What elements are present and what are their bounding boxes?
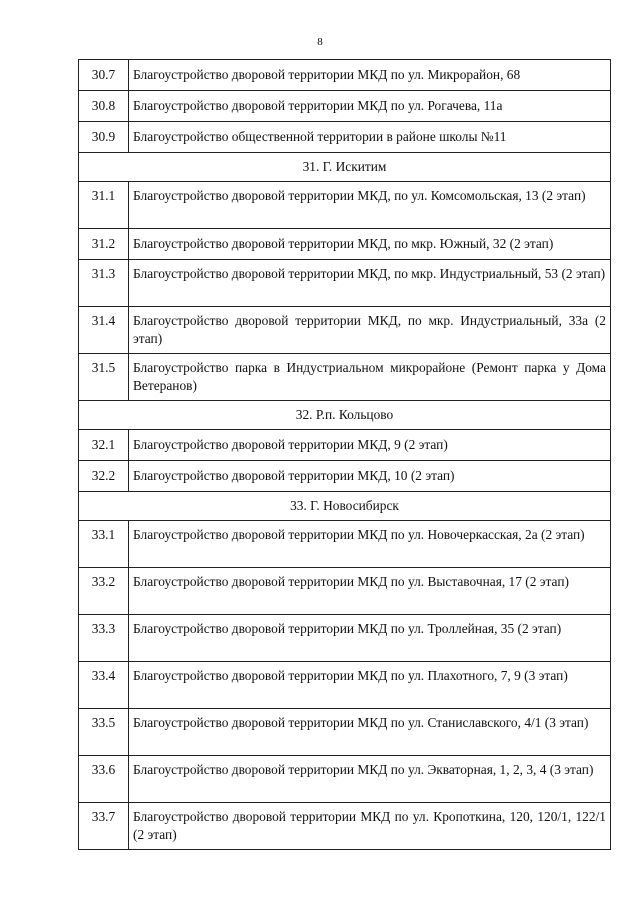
row-number: 30.7 [79, 60, 129, 91]
table-row [79, 521, 611, 568]
table-row [79, 307, 611, 354]
table-row [79, 260, 611, 307]
row-description: Благоустройство общественной территории в районе школы №11 [129, 122, 611, 153]
row-description: Благоустройство дворовой территории МКД по ул. Троллейная, 35 (2 этап) [129, 615, 611, 662]
section-row [79, 153, 611, 182]
table-row [79, 709, 611, 756]
table-row [79, 122, 611, 153]
row-description: Благоустройство дворовой территории МКД по ул. Новочеркасская, 2а (2 этап) [129, 521, 611, 568]
row-number: 33.5 [79, 709, 129, 756]
row-description: Благоустройство дворовой территории МКД, по мкр. Южный, 32 (2 этап) [129, 229, 611, 260]
table-row [79, 568, 611, 615]
row-number: 32.2 [79, 461, 129, 492]
section-heading: 33. Г. Новосибирск [79, 492, 611, 521]
table-row [79, 91, 611, 122]
row-number: 31.4 [79, 307, 129, 354]
row-description: Благоустройство дворовой территории МКД, 10 (2 этап) [129, 461, 611, 492]
row-description: Благоустройство парка в Индустриальном микрорайоне (Ремонт парка у Дома Ветеранов) [129, 354, 611, 401]
row-number: 33.4 [79, 662, 129, 709]
table-row [79, 662, 611, 709]
row-number: 33.1 [79, 521, 129, 568]
row-number: 30.9 [79, 122, 129, 153]
row-number: 31.3 [79, 260, 129, 307]
row-number: 32.1 [79, 430, 129, 461]
row-description: Благоустройство дворовой территории МКД, 9 (2 этап) [129, 430, 611, 461]
row-description: Благоустройство дворовой территории МКД по ул. Экваторная, 1, 2, 3, 4 (3 этап) [129, 756, 611, 803]
row-description: Благоустройство дворовой территории МКД, по ул. Комсомольская, 13 (2 этап) [129, 182, 611, 229]
page-number: 8 [317, 36, 323, 48]
row-description: Благоустройство дворовой территории МКД, по мкр. Индустриальный, 33а (2 этап) [129, 307, 611, 354]
section-row [79, 492, 611, 521]
row-description: Благоустройство дворовой территории МКД по ул. Плахотного, 7, 9 (3 этап) [129, 662, 611, 709]
row-number: 31.5 [79, 354, 129, 401]
row-number: 33.3 [79, 615, 129, 662]
row-description: Благоустройство дворовой территории МКД по ул. Выставочная, 17 (2 этап) [129, 568, 611, 615]
table-row [79, 615, 611, 662]
table-row [79, 182, 611, 229]
table-row [79, 430, 611, 461]
row-number: 31.1 [79, 182, 129, 229]
row-number: 30.8 [79, 91, 129, 122]
row-description: Благоустройство дворовой территории МКД по ул. Станиславского, 4/1 (3 этап) [129, 709, 611, 756]
table-row [79, 354, 611, 401]
row-description: Благоустройство дворовой территории МКД, по мкр. Индустриальный, 53 (2 этап) [129, 260, 611, 307]
table-row [79, 229, 611, 260]
row-number: 33.7 [79, 803, 129, 850]
section-heading: 31. Г. Искитим [79, 153, 611, 182]
row-number: 31.2 [79, 229, 129, 260]
row-number: 33.2 [79, 568, 129, 615]
row-description: Благоустройство дворовой территории МКД по ул. Микрорайон, 68 [129, 60, 611, 91]
section-heading: 32. Р.п. Кольцово [79, 401, 611, 430]
row-description: Благоустройство дворовой территории МКД по ул. Кропоткина, 120, 120/1, 122/1 (2 этап) [129, 803, 611, 850]
row-number: 33.6 [79, 756, 129, 803]
table-row [79, 461, 611, 492]
table-row [79, 803, 611, 850]
section-row [79, 401, 611, 430]
table-row [79, 756, 611, 803]
table-row [79, 60, 611, 91]
projects-table [78, 59, 611, 850]
row-description: Благоустройство дворовой территории МКД по ул. Рогачева, 11а [129, 91, 611, 122]
